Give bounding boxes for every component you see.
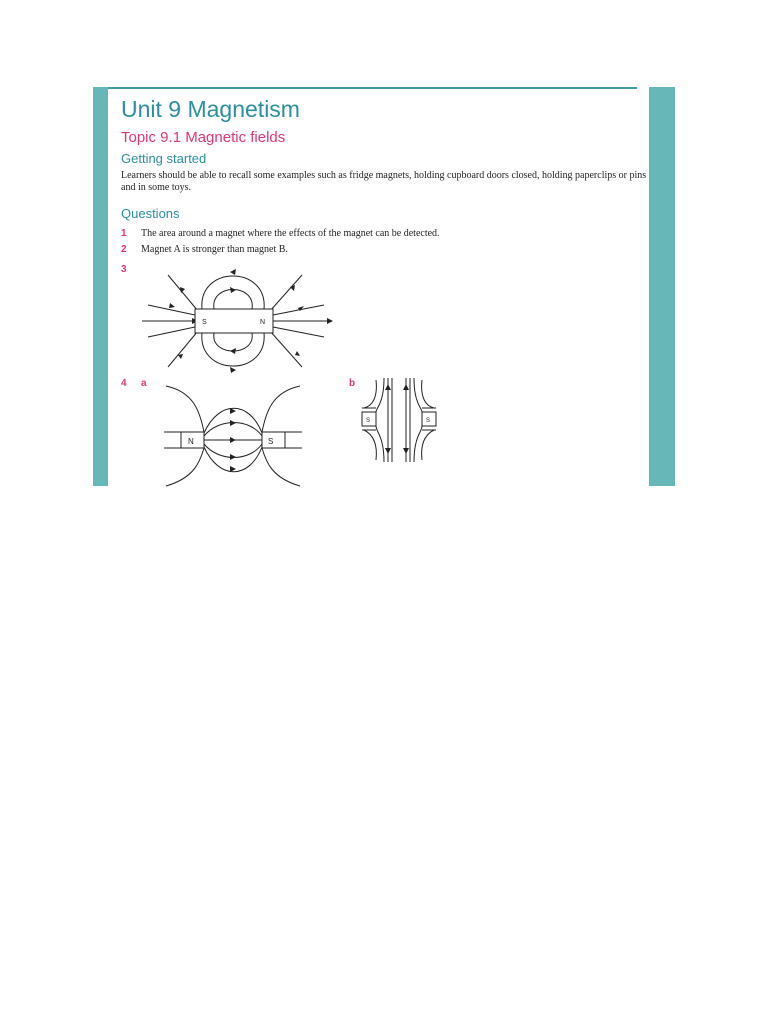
getting-started-heading: Getting started xyxy=(121,151,207,166)
questions-heading: Questions xyxy=(121,206,180,221)
question-4a-label: a xyxy=(141,378,147,389)
q3-south-pole-label: S xyxy=(202,319,207,326)
left-teal-band xyxy=(93,87,108,486)
top-rule xyxy=(108,87,637,89)
question-2-answer: Magnet A is stronger than magnet B. xyxy=(141,244,288,255)
q3-bar-magnet-field-diagram xyxy=(140,265,340,377)
topic-title: Topic 9.1 Magnetic fields xyxy=(121,129,286,146)
right-teal-band xyxy=(649,87,675,486)
q4a-attracting-magnets-diagram xyxy=(164,382,304,486)
q3-north-pole-label: N xyxy=(260,319,266,326)
q4a-north-pole-label: N xyxy=(188,437,194,446)
q4a-south-pole-label: S xyxy=(268,437,274,446)
unit-title: Unit 9 Magnetism xyxy=(121,96,300,122)
q4b-right-south-pole-label: S xyxy=(426,418,431,424)
q4b-repelling-magnets-diagram xyxy=(362,378,436,462)
question-4b-label: b xyxy=(349,378,356,389)
q4b-left-south-pole-label: S xyxy=(366,418,371,424)
question-4-number: 4 xyxy=(121,378,127,389)
question-1-answer: The area around a magnet where the effects of the magnet can be detected. xyxy=(141,228,440,239)
question-1-number: 1 xyxy=(121,228,127,239)
question-3-number: 3 xyxy=(121,264,127,275)
question-2-number: 2 xyxy=(121,244,127,255)
getting-started-text: Learners should be able to recall some examples such as fridge magnets, holding cupboard doors closed, holding paperclips or pins and in some toys. xyxy=(121,170,647,193)
